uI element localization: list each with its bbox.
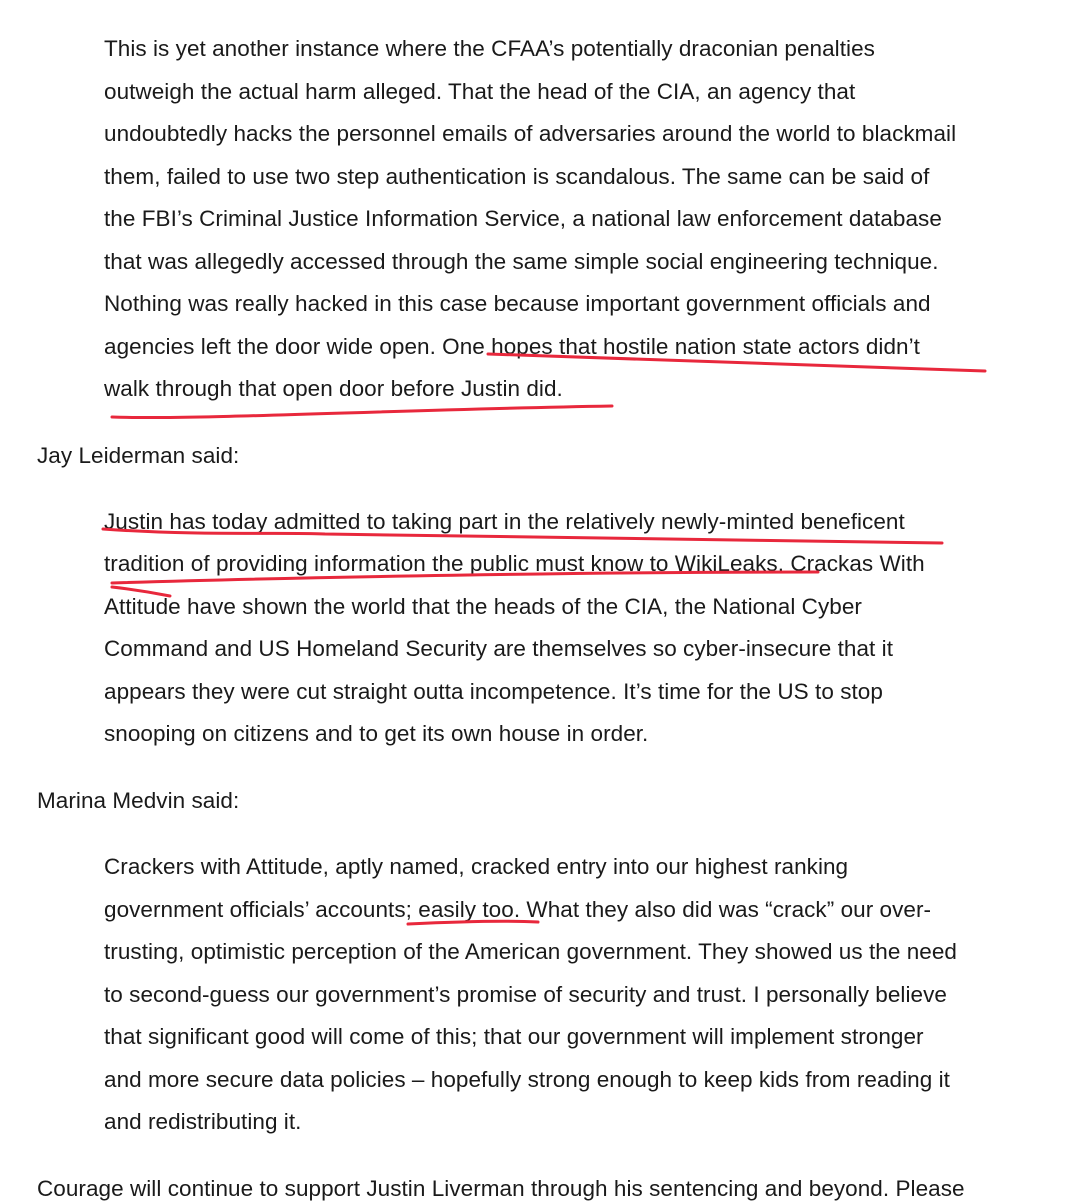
speaker-jay-leiderman: Jay Leiderman said:	[37, 443, 240, 468]
quote-1-line: undoubtedly hacks the personnel emails of adversaries around the world to blackmail	[104, 121, 957, 146]
quote-3-line: and more secure data policies – hopefully strong enough to keep kids from reading it	[104, 1067, 950, 1092]
quote-3-line: that significant good will come of this; that our government will implement stronger	[104, 1024, 924, 1049]
quote-1-line: that was allegedly accessed through the same simple social engineering technique.	[104, 249, 939, 274]
quote-1-line: Nothing was really hacked in this case because important government officials and	[104, 291, 931, 316]
quote-2-line: appears they were cut straight outta incompetence. It’s time for the US to stop	[104, 679, 883, 704]
quote-3-line: government officials’ accounts; easily too. What they also did was “crack” our over-	[104, 897, 932, 922]
quote-3-line: Crackers with Attitude, aptly named, cracked entry into our highest ranking	[104, 854, 849, 879]
quote-1-line: them, failed to use two step authentication is scandalous. The same can be said of	[104, 164, 930, 189]
closing-paragraph: Courage will continue to support Justin Liverman through his sentencing and beyond. Please	[37, 1176, 965, 1201]
speaker-marina-medvin: Marina Medvin said:	[37, 788, 240, 813]
quote-1-line: outweigh the actual harm alleged. That the head of the CIA, an agency that	[104, 79, 856, 104]
quote-2-line: snooping on citizens and to get its own house in order.	[104, 721, 649, 746]
quote-2-line: Attitude have shown the world that the heads of the CIA, the National Cyber	[104, 594, 862, 619]
quote-3-line: trusting, optimistic perception of the American government. They showed us the need	[104, 939, 957, 964]
quote-3-line: and redistributing it.	[104, 1109, 302, 1134]
quote-1-line: walk through that open door before Justin did.	[104, 376, 563, 401]
quote-1-line: the FBI’s Criminal Justice Information Service, a national law enforcement database	[104, 206, 942, 231]
quote-3-line: to second-guess our government’s promise of security and trust. I personally believe	[104, 982, 947, 1007]
quote-1-line: agencies left the door wide open. One hopes that hostile nation state actors didn’t	[104, 334, 920, 359]
quote-2-line: Justin has today admitted to taking part in the relatively newly-minted beneficent	[104, 509, 905, 534]
underline-stroke	[112, 406, 612, 418]
quote-1-line: This is yet another instance where the CFAA’s potentially draconian penalties	[104, 36, 875, 61]
quote-2-line: tradition of providing information the public must know to WikiLeaks. Crackas With	[104, 551, 925, 576]
quote-2-line: Command and US Homeland Security are themselves so cyber-insecure that it	[104, 636, 893, 661]
